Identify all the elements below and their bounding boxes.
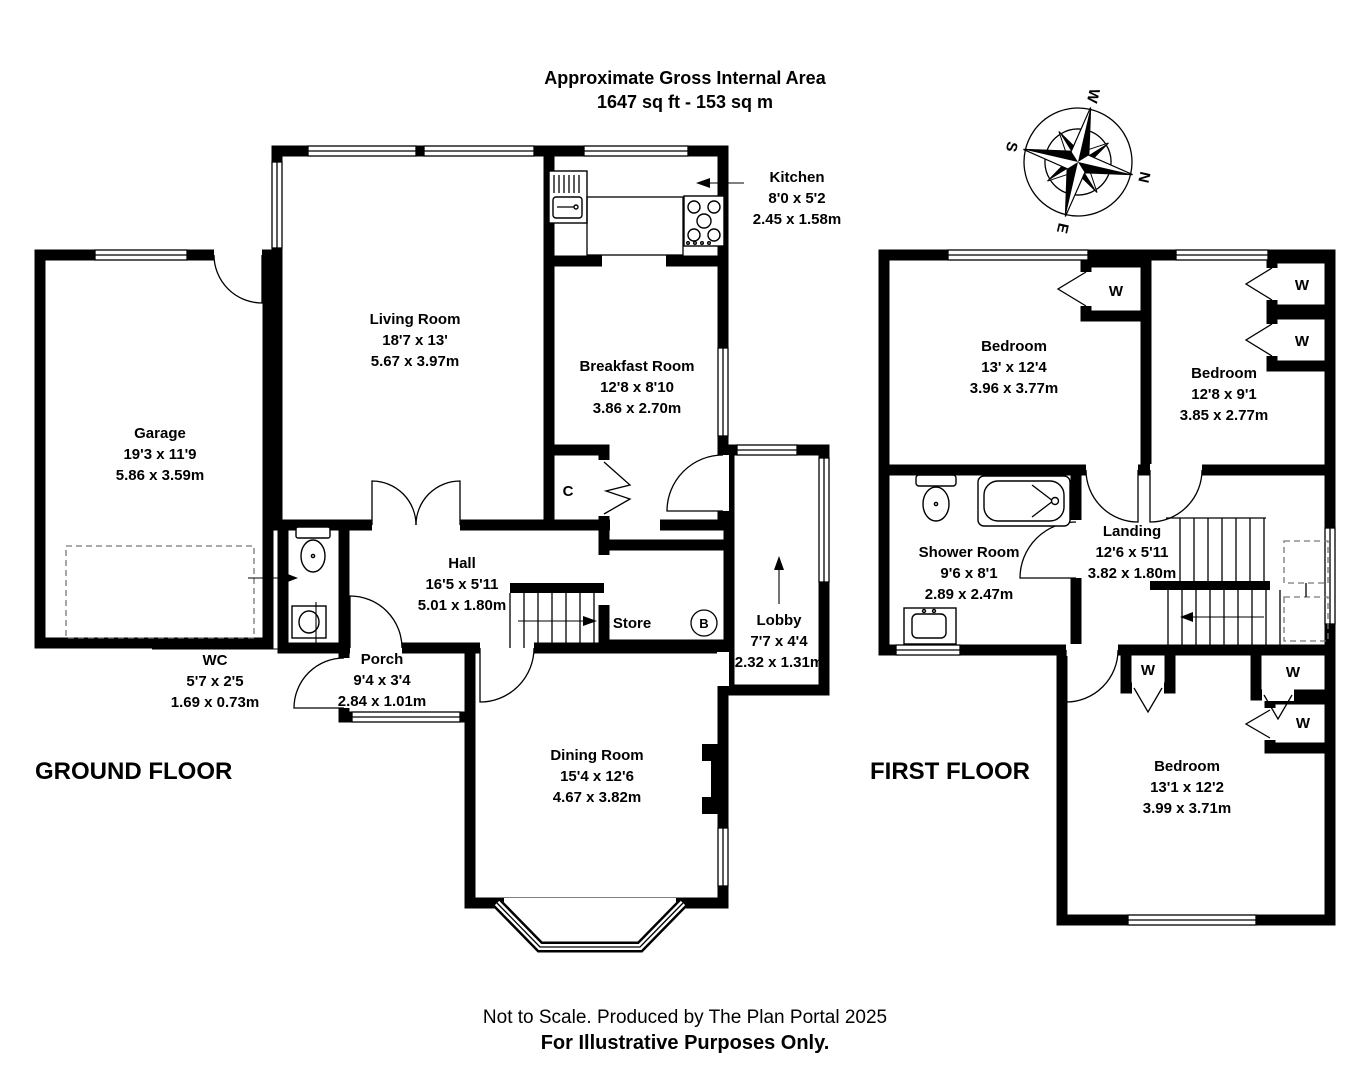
svg-text:Breakfast Room: Breakfast Room (579, 358, 695, 375)
cupboard-walls (549, 450, 604, 525)
compass-west-label: W (1082, 86, 1103, 105)
svg-text:Bedroom: Bedroom (981, 338, 1047, 355)
svg-text:Porch: Porch (360, 651, 404, 668)
svg-text:5'7 x 2'5: 5'7 x 2'5 (186, 673, 244, 690)
svg-text:9'6 x 8'1: 9'6 x 8'1 (940, 565, 998, 582)
ground-floor-title: GROUND FLOOR (35, 758, 233, 785)
svg-text:16'5 x 5'11: 16'5 x 5'11 (425, 576, 499, 593)
kitchen-sink (549, 171, 587, 223)
svg-text:3.99 x 3.71m: 3.99 x 3.71m (1142, 800, 1232, 817)
svg-text:Living Room: Living Room (369, 311, 461, 328)
room-label-wc (171, 652, 259, 711)
bathtub-icon (978, 476, 1070, 526)
first-floor-title: FIRST FLOOR (870, 758, 1030, 785)
marker-c: C (562, 483, 574, 500)
kitchen-hob-icon (684, 196, 724, 246)
svg-text:9'4 x 3'4: 9'4 x 3'4 (353, 672, 411, 689)
wc-basin-icon (292, 606, 326, 638)
room-label-dining-room (550, 747, 643, 806)
svg-text:12'8 x 8'10: 12'8 x 8'10 (600, 379, 674, 396)
svg-text:4.67 x 3.82m: 4.67 x 3.82m (552, 789, 642, 806)
svg-text:2.32 x 1.31m: 2.32 x 1.31m (734, 654, 824, 671)
wardrobe-6-label: W (1295, 715, 1311, 732)
room-label-bedroom-front (970, 338, 1058, 397)
wardrobe-3-label: W (1294, 333, 1310, 350)
svg-text:8'0 x 5'2: 8'0 x 5'2 (768, 190, 826, 207)
room-label-bedroom-rear (1180, 365, 1268, 424)
svg-text:18'7 x 13': 18'7 x 13' (382, 332, 448, 349)
marker-b: B (699, 616, 709, 631)
svg-text:Bedroom: Bedroom (1191, 365, 1257, 382)
svg-text:3.86 x 2.70m: 3.86 x 2.70m (592, 400, 682, 417)
svg-text:Shower Room: Shower Room (918, 544, 1020, 561)
wardrobe-5-label: W (1285, 664, 1301, 681)
svg-text:Dining Room: Dining Room (550, 747, 644, 764)
wardrobe-4-label: W (1140, 662, 1156, 679)
svg-text:Store: Store (612, 615, 652, 632)
svg-text:2.84 x 1.01m: 2.84 x 1.01m (337, 693, 427, 710)
svg-text:15'4 x 12'6: 15'4 x 12'6 (560, 768, 634, 785)
svg-text:1.69 x 0.73m: 1.69 x 0.73m (170, 694, 260, 711)
chimney-breast (702, 744, 723, 814)
room-label-kitchen (753, 169, 841, 228)
svg-text:2.89 x 2.47m: 2.89 x 2.47m (924, 586, 1014, 603)
dining-bay-window (497, 903, 683, 947)
page-title: Approximate Gross Internal Area (544, 68, 826, 88)
wardrobe-2-label: W (1294, 277, 1310, 294)
footer-illustrative: For Illustrative Purposes Only. (540, 1032, 830, 1054)
svg-text:5.86 x 3.59m: 5.86 x 3.59m (115, 467, 205, 484)
svg-text:12'8 x 9'1: 12'8 x 9'1 (1191, 386, 1257, 403)
svg-text:7'7 x 4'4: 7'7 x 4'4 (750, 633, 808, 650)
room-label-bedroom-third (1143, 758, 1231, 817)
compass-east-label: E (1052, 221, 1072, 235)
wardrobe-1-label: W (1108, 283, 1124, 300)
compass-south-label: S (1001, 139, 1021, 154)
svg-text:19'3 x 11'9: 19'3 x 11'9 (123, 446, 197, 463)
ground-floor-plan (40, 146, 829, 947)
svg-text:Landing: Landing (1102, 523, 1162, 540)
svg-text:WC: WC (202, 652, 228, 669)
svg-text:13' x 12'4: 13' x 12'4 (981, 359, 1047, 376)
footer-disclaimer: Not to Scale. Produced by The Plan Portal 2025 (482, 1007, 888, 1028)
svg-text:13'1 x 12'2: 13'1 x 12'2 (1150, 779, 1224, 796)
room-label-living-room (370, 311, 461, 370)
svg-text:Bedroom: Bedroom (1154, 758, 1220, 775)
compass-north-label: N (1134, 169, 1154, 185)
svg-text:2.45 x 1.58m: 2.45 x 1.58m (752, 211, 842, 228)
svg-text:3.96 x 3.77m: 3.96 x 3.77m (969, 380, 1059, 397)
svg-text:3.82 x 1.80m: 3.82 x 1.80m (1087, 565, 1177, 582)
svg-text:Hall: Hall (448, 555, 476, 572)
shower-basin-icon (904, 608, 956, 644)
svg-text:3.85 x 2.77m: 3.85 x 2.77m (1179, 407, 1269, 424)
svg-text:Lobby: Lobby (756, 612, 802, 629)
page-subtitle: 1647 sq ft - 153 sq m (596, 92, 774, 112)
svg-text:Garage: Garage (134, 425, 186, 442)
svg-text:5.67 x 3.97m: 5.67 x 3.97m (370, 353, 460, 370)
compass-rose-icon (987, 72, 1169, 251)
svg-text:12'6 x 5'11: 12'6 x 5'11 (1095, 544, 1169, 561)
svg-text:Kitchen: Kitchen (769, 169, 825, 186)
svg-text:5.01 x 1.80m: 5.01 x 1.80m (417, 597, 507, 614)
